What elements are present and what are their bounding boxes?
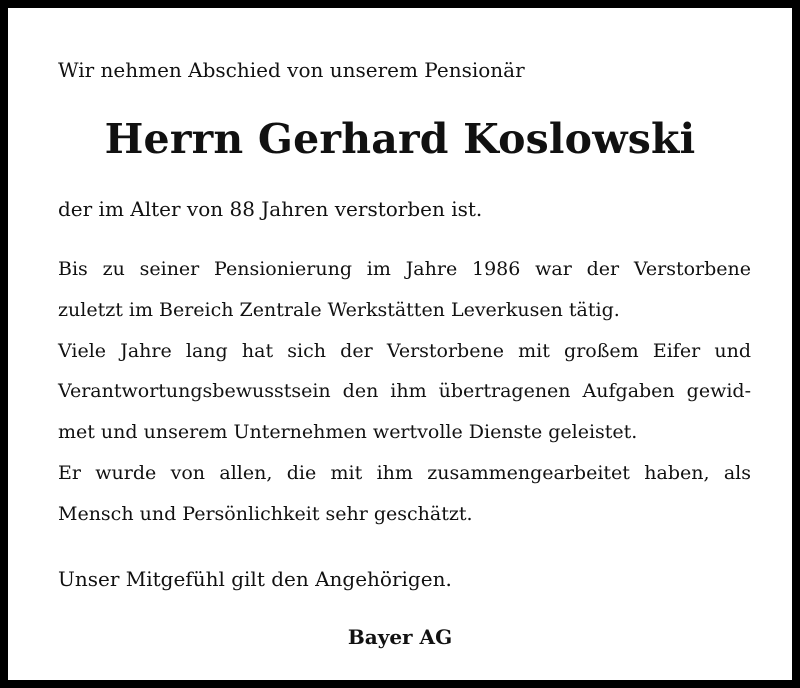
- body-line: Bis zu seiner Pensionierung im Jahre 1986 war der Verstorbene: [58, 258, 751, 280]
- age-text: der im Alter von 88 Jahren verstorben ist.: [58, 197, 483, 221]
- body-line: Mensch und Persönlichkeit sehr geschätzt.: [58, 502, 473, 525]
- company-signature: Bayer AG: [347, 625, 453, 649]
- body-line: zuletzt im Bereich Zentrale Werkstätten Leverkusen tätig.: [58, 298, 620, 321]
- deceased-name: Herrn Gerhard Koslowski: [104, 115, 696, 163]
- body-line: Viele Jahre lang hat sich der Verstorbene mit großem Eifer und: [58, 339, 751, 362]
- body-line: Verantwortungsbewusstsein den ihm übertragenen Aufgaben gewid-: [58, 380, 751, 403]
- body-line: met und unserem Unternehmen wertvolle Dienste geleistet.: [58, 421, 638, 444]
- intro-text: Wir nehmen Abschied von unserem Pensionär: [58, 58, 525, 82]
- body-paragraph: [58, 253, 751, 539]
- body-line: Er wurde von allen, die mit ihm zusammengearbeitet haben, als: [58, 461, 751, 484]
- condolence-text: Unser Mitgefühl gilt den Angehörigen.: [58, 567, 452, 591]
